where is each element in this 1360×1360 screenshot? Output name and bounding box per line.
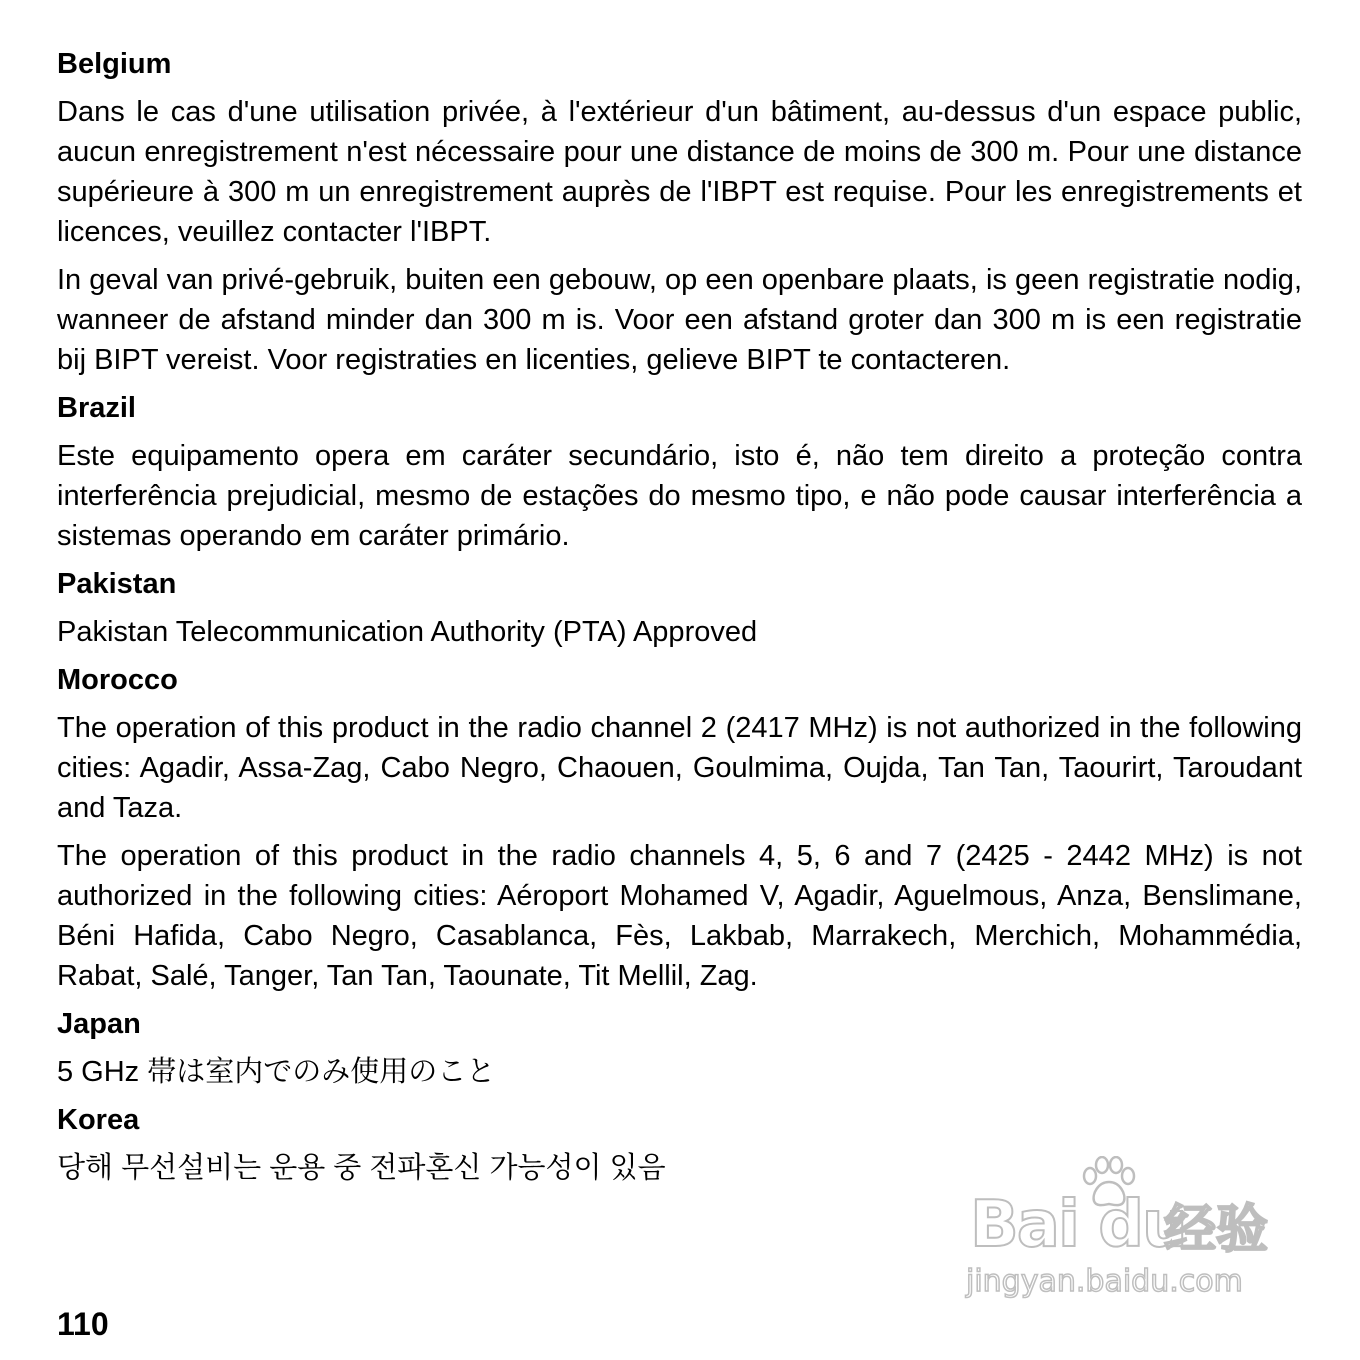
section-heading-japan: Japan [57, 1008, 141, 1040]
paragraph-morocco-channel-2: The operation of this product in the radio channel 2 (2417 MHz) is not authorized in the following cities: Agadir, Assa-Zag, Cabo Negro, Chaouen, Goulmima, Oujda, Tan Tan, Taourirt, Taroudant and Taza. [57, 712, 1302, 824]
watermark-url: jingyan.baidu.com [966, 1264, 1243, 1299]
section-brazil [57, 388, 1302, 556]
section-morocco [57, 660, 1302, 996]
section-heading-belgium: Belgium [57, 48, 172, 80]
baidu-watermark [964, 1156, 1284, 1306]
section-japan [57, 1004, 1302, 1092]
paragraph-korea: 당해 무선설비는 운용 중 전파혼신 가능성이 있음 [57, 1152, 666, 1184]
paragraph-brazil: Este equipamento opera em caráter secundário, isto é, não tem direito a proteção contra interferência prejudicial, mesmo de estações do mesmo tipo, e não pode causar interferência a sistemas operando em caráter primário. [57, 440, 1302, 552]
paragraph-morocco-channels-4-7: The operation of this product in the radio channels 4, 5, 6 and 7 (2425 - 2442 MHz) is not authorized in the following cities: Aéroport Mohamed V, Agadir, Aguelmous, Anza, Benslimane, Béni Hafida, Cabo Negro, Casablanca, Fès, Lakbab, Marrakech, Merchich, Mohammédia, Rabat, Salé, Tanger, Tan Tan, Taounate, Tit Mellil, Zag. [57, 840, 1302, 992]
section-belgium [57, 44, 1302, 380]
page-number: 110 [57, 1306, 109, 1342]
section-pakistan [57, 564, 1302, 652]
watermark-brand-cn: 经验 [1164, 1200, 1269, 1260]
paragraph-japan: 5 GHz 帯は室内でのみ使用のこと [57, 1056, 496, 1088]
section-heading-brazil: Brazil [57, 392, 136, 424]
section-heading-korea: Korea [57, 1104, 140, 1136]
section-heading-pakistan: Pakistan [57, 568, 177, 600]
watermark-brand: Bai du [970, 1188, 1186, 1262]
paragraph-belgium-dutch: In geval van privé-gebruik, buiten een gebouw, op een openbare plaats, is geen registratie nodig, wanneer de afstand minder dan 300 m is. Voor een afstand groter dan 300 m is een registratie bij BIPT vereist. Voor registraties en licenties, gelieve BIPT te contacteren. [57, 264, 1302, 376]
paragraph-belgium-french: Dans le cas d'une utilisation privée, à l'extérieur d'un bâtiment, au-dessus d'un espace public, aucun enregistrement n'est nécessaire pour une distance de moins de 300 m. Pour une distance supérieure à 300 m un enregistrement auprès de l'IBPT est requise. Pour les enregistrements et licences, veuillez contacter l'IBPT. [57, 96, 1302, 248]
paragraph-pakistan: Pakistan Telecommunication Authority (PTA) Approved [57, 616, 758, 648]
section-heading-morocco: Morocco [57, 664, 178, 696]
